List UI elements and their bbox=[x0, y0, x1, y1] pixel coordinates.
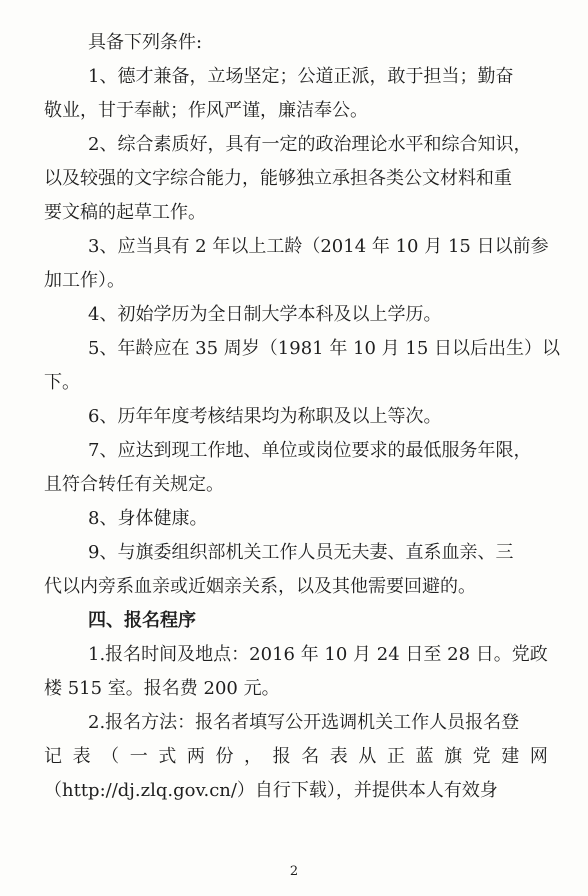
text-line: 且符合转任有关规定。 bbox=[44, 474, 224, 495]
text-line: 敬业，甘于奉献；作风严谨，廉洁奉公。 bbox=[44, 100, 368, 121]
justified-char: ， bbox=[244, 746, 263, 767]
section-heading: 四、报名程序 bbox=[88, 610, 196, 631]
text-line: 6、历年年度考核结果均为称职及以上等次。 bbox=[88, 406, 442, 427]
justified-char: 式 bbox=[158, 746, 177, 767]
justified-char: 党 bbox=[472, 746, 491, 767]
text-line: 2、综合素质好，具有一定的政治理论水平和综合知识， bbox=[88, 134, 532, 155]
text-line: 楼 515 室。报名费 200 元。 bbox=[44, 678, 280, 699]
justified-char: 表 bbox=[329, 746, 348, 767]
justified-char: 两 bbox=[186, 746, 205, 767]
text-line: 4、初始学历为全日制大学本科及以上学历。 bbox=[88, 304, 442, 325]
text-line: 9、与旗委组织部机关工作人员无夫妻、直系血亲、三 bbox=[88, 542, 514, 563]
text-line-justified bbox=[0, 746, 588, 768]
justified-char: 网 bbox=[529, 746, 548, 767]
justified-char: 一 bbox=[129, 746, 148, 767]
justified-char: 蓝 bbox=[415, 746, 434, 767]
text-line: （http://dj.zlq.gov.cn/）自行下载），并提供本人有效身 bbox=[44, 780, 498, 801]
justified-char: 从 bbox=[358, 746, 377, 767]
text-line: 1.报名时间及地点：2016 年 10 月 24 日至 28 日。党政 bbox=[88, 644, 548, 665]
text-line: 以及较强的文字综合能力，能够独立承担各类公文材料和重 bbox=[44, 168, 512, 189]
justified-char: 报 bbox=[272, 746, 291, 767]
justified-char: 记 bbox=[44, 746, 62, 767]
text-line: 5、年龄应在 35 周岁（1981 年 10 月 15 日以后出生）以 bbox=[88, 338, 561, 359]
text-line: 要文稿的起草工作。 bbox=[44, 202, 206, 223]
text-line: 7、应达到现工作地、单位或岗位要求的最低服务年限， bbox=[88, 440, 532, 461]
text-line: 代以内旁系血亲或近姻亲关系，以及其他需要回避的。 bbox=[44, 576, 476, 597]
justified-char: 建 bbox=[501, 746, 520, 767]
justified-char: 表 bbox=[72, 746, 91, 767]
text-line: 2.报名方法：报名者填写公开选调机关工作人员报名登 bbox=[88, 712, 520, 733]
justified-char: 正 bbox=[386, 746, 405, 767]
page-number: 2 bbox=[289, 864, 299, 879]
text-line: 1、德才兼备，立场坚定；公道正派，敢于担当；勤奋 bbox=[88, 66, 514, 87]
justified-char: 旗 bbox=[444, 746, 463, 767]
text-line: 具备下列条件: bbox=[88, 32, 203, 53]
text-line: 8、身体健康。 bbox=[88, 508, 208, 529]
justified-char: 名 bbox=[301, 746, 320, 767]
text-line: 3、应当具有 2 年以上工龄（2014 年 10 月 15 日以前参 bbox=[88, 236, 549, 257]
justified-char: 份 bbox=[215, 746, 234, 767]
text-line: 加工作）。 bbox=[44, 270, 125, 291]
text-line: 下。 bbox=[44, 372, 80, 393]
justified-char: （ bbox=[101, 746, 120, 767]
